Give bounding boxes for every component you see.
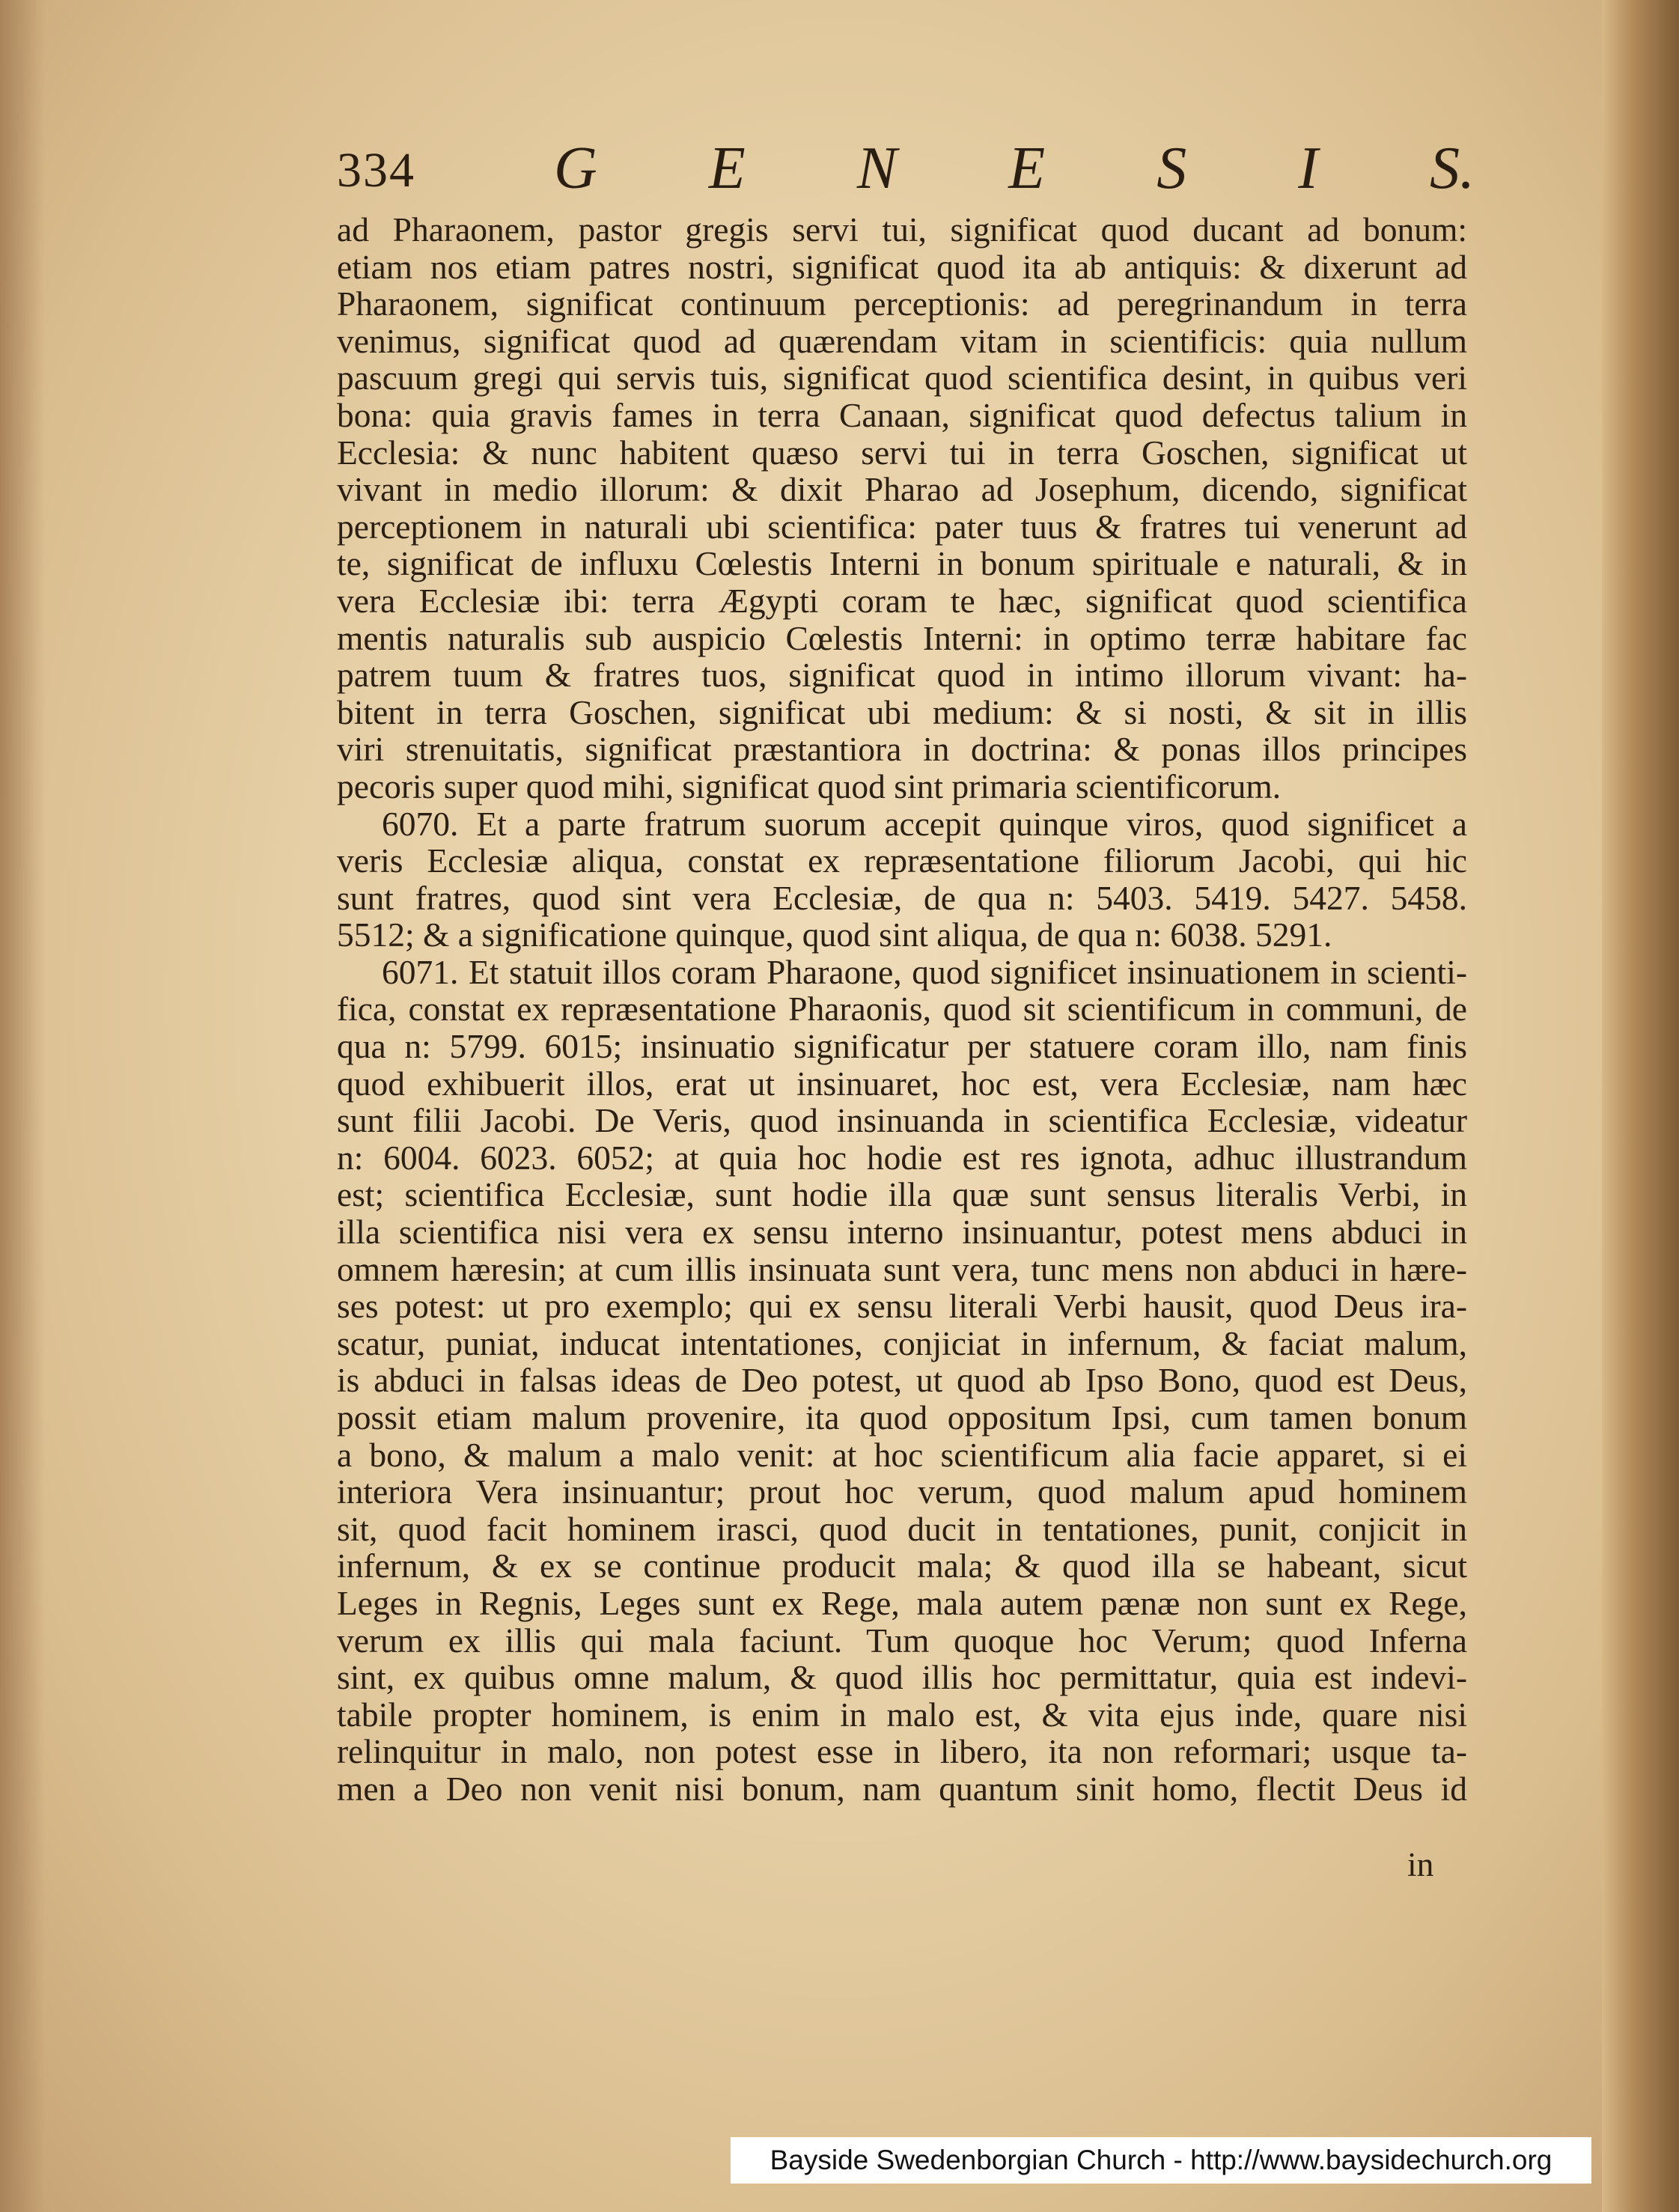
text-line: ad Pharaonem, pastor gregis servi tui, significat quod ducant ad bonum: <box>337 210 1467 249</box>
text-line: bona: quia gravis fames in terra Canaan, significat quod defectus talium in <box>337 395 1467 434</box>
text-line: verum ex illis qui mala faciunt. Tum quoque hoc Verum; quod Inferna <box>337 1621 1467 1660</box>
page-number: 334 <box>337 143 415 198</box>
paragraph-6071-start: 6071. Et statuit illos coram Pharaone, quod significet insinuationem in scienti- <box>382 952 1467 991</box>
text-line: bitent in terra Goschen, significat ubi medium: & si nosti, & sit in illis <box>337 692 1467 731</box>
text-line: sit, quod facit hominem irasci, quod ducit in tentationes, punit, conjicit in <box>337 1509 1467 1548</box>
text-line: tabile propter hominem, is enim in malo est, & vita ejus inde, quare nisi <box>337 1695 1467 1734</box>
text-line: qua n: 5799. 6015; insinuatio significatur per statuere coram illo, nam finis <box>337 1027 1467 1066</box>
text-line: is abduci in falsas ideas de Deo potest, ut quod ab Ipso Bono, quod est Deus, <box>337 1361 1467 1400</box>
text-line: vera Ecclesiæ ibi: terra Ægypti coram te hæc, significat quod scientifica <box>337 581 1467 620</box>
text-line: possit etiam malum provenire, ita quod oppositum Ipsi, cum tamen bonum <box>337 1398 1467 1436</box>
text-line: n: 6004. 6023. 6052; at quia hoc hodie est res ignota, adhuc illustrandum <box>337 1138 1467 1177</box>
text-line: veris Ecclesiæ aliqua, constat ex repræsentatione filiorum Jacobi, qui hic <box>337 841 1467 880</box>
running-head-letter: S. <box>1430 135 1475 201</box>
text-line: etiam nos etiam patres nostri, significat quod ita ab antiquis: & dixerunt ad <box>337 247 1467 286</box>
running-head-letter: N <box>856 135 898 201</box>
text-line: sunt fratres, quod sint vera Ecclesiæ, de qua n: 5403. 5419. 5427. 5458. <box>337 878 1467 917</box>
text-line: Ecclesia: & nunc habitent quæso servi tui in terra Goschen, significat ut <box>337 433 1467 472</box>
running-head-letter: I <box>1298 135 1318 201</box>
text-line: omnem hæresin; at cum illis insinuata sunt vera, tunc mens non abduci in hære- <box>337 1249 1467 1288</box>
text-line: 5512; & a significatione quinque, quod sint aliqua, de qua n: 6038. 5291. <box>337 915 1332 954</box>
text-line: viri strenuitatis, significat præstantiora in doctrina: & ponas illos principes <box>337 730 1467 769</box>
text-line: illa scientifica nisi vera ex sensu interno insinuantur, potest mens abduci in <box>337 1213 1467 1252</box>
text-line: te, significat de influxu Cœlestis Interni in bonum spirituale e naturali, & in <box>337 544 1467 583</box>
running-head-letter: S <box>1157 135 1187 201</box>
text-line: sunt filii Jacobi. De Veris, quod insinuanda in scientifica Ecclesiæ, videatur <box>337 1101 1467 1140</box>
text-line: men a Deo non venit nisi bonum, nam quantum sinit homo, flectit Deus id <box>337 1769 1467 1808</box>
text-line: scatur, puniat, inducat intentationes, conjiciat in infernum, & faciat malum, <box>337 1323 1467 1362</box>
text-line: vivant in medio illorum: & dixit Pharao ad Josephum, dicendo, significat <box>337 470 1467 509</box>
text-line: relinquitur in malo, non potest esse in libero, ita non reformari; usque ta- <box>337 1732 1467 1771</box>
running-head-letter: E <box>1008 135 1046 201</box>
text-line: sint, ex quibus omne malum, & quod illis hoc permittatur, quia est indevi- <box>337 1658 1467 1697</box>
running-head-letter: E <box>708 135 746 201</box>
text-line: fica, constat ex repræsentatione Pharaonis, quod sit scientificum in communi, de <box>337 990 1467 1029</box>
text-line: pascuum gregi qui servis tuis, significat quod scientifica desint, in quibus veri <box>337 359 1467 397</box>
text-line: est; scientifica Ecclesiæ, sunt hodie illa quæ sunt sensus literalis Verbi, in <box>337 1175 1467 1214</box>
text-line: patrem tuum & fratres tuos, significat quod in intimo illorum vivant: ha- <box>337 656 1467 695</box>
paragraph-6070-start: 6070. Et a parte fratrum suorum accepit quinque viros, quod significet a <box>382 804 1467 843</box>
page-header <box>337 135 1475 217</box>
text-line: interiora Vera insinuantur; prout hoc verum, quod malum apud hominem <box>337 1472 1467 1511</box>
text-line: pecoris super quod mihi, significat quod sint primaria scientificorum. <box>337 767 1282 805</box>
text-line: quod exhibuerit illos, erat ut insinuaret, hoc est, vera Ecclesiæ, nam hæc <box>337 1064 1467 1103</box>
text-line: mentis naturalis sub auspicio Cœlestis Interni: in optimo terræ habitare fac <box>337 618 1467 657</box>
text-line: perceptionem in naturali ubi scientifica: pater tuus & fratres tui venerunt ad <box>337 507 1467 546</box>
text-line: venimus, significat quod ad quærendam vitam in scientificis: quia nullum <box>337 321 1467 360</box>
book-binding-edge <box>1602 0 1679 2212</box>
text-line: ses potest: ut pro exemplo; qui ex sensu literali Verbi hausit, quod Deus ira- <box>337 1287 1467 1326</box>
page-edge-shadow <box>0 0 45 2212</box>
text-line: a bono, & malum a malo venit: at hoc scientificum alia facie apparet, si ei <box>337 1435 1467 1474</box>
running-head <box>554 135 1475 203</box>
text-line: Pharaonem, significat continuum perceptionis: ad peregrinandum in terra <box>337 284 1467 323</box>
running-head-letter: G <box>554 135 597 201</box>
text-line: infernum, & ex se continue producit mala; & quod illa se habeant, sicut <box>337 1547 1467 1585</box>
body-text <box>337 211 1467 1808</box>
catchword: in <box>1407 1845 1434 1883</box>
text-line: Leges in Regnis, Leges sunt ex Rege, mala autem pænæ non sunt ex Rege, <box>337 1583 1467 1622</box>
source-watermark: Bayside Swedenborgian Church - http://www.baysidechurch.org <box>731 2137 1591 2184</box>
